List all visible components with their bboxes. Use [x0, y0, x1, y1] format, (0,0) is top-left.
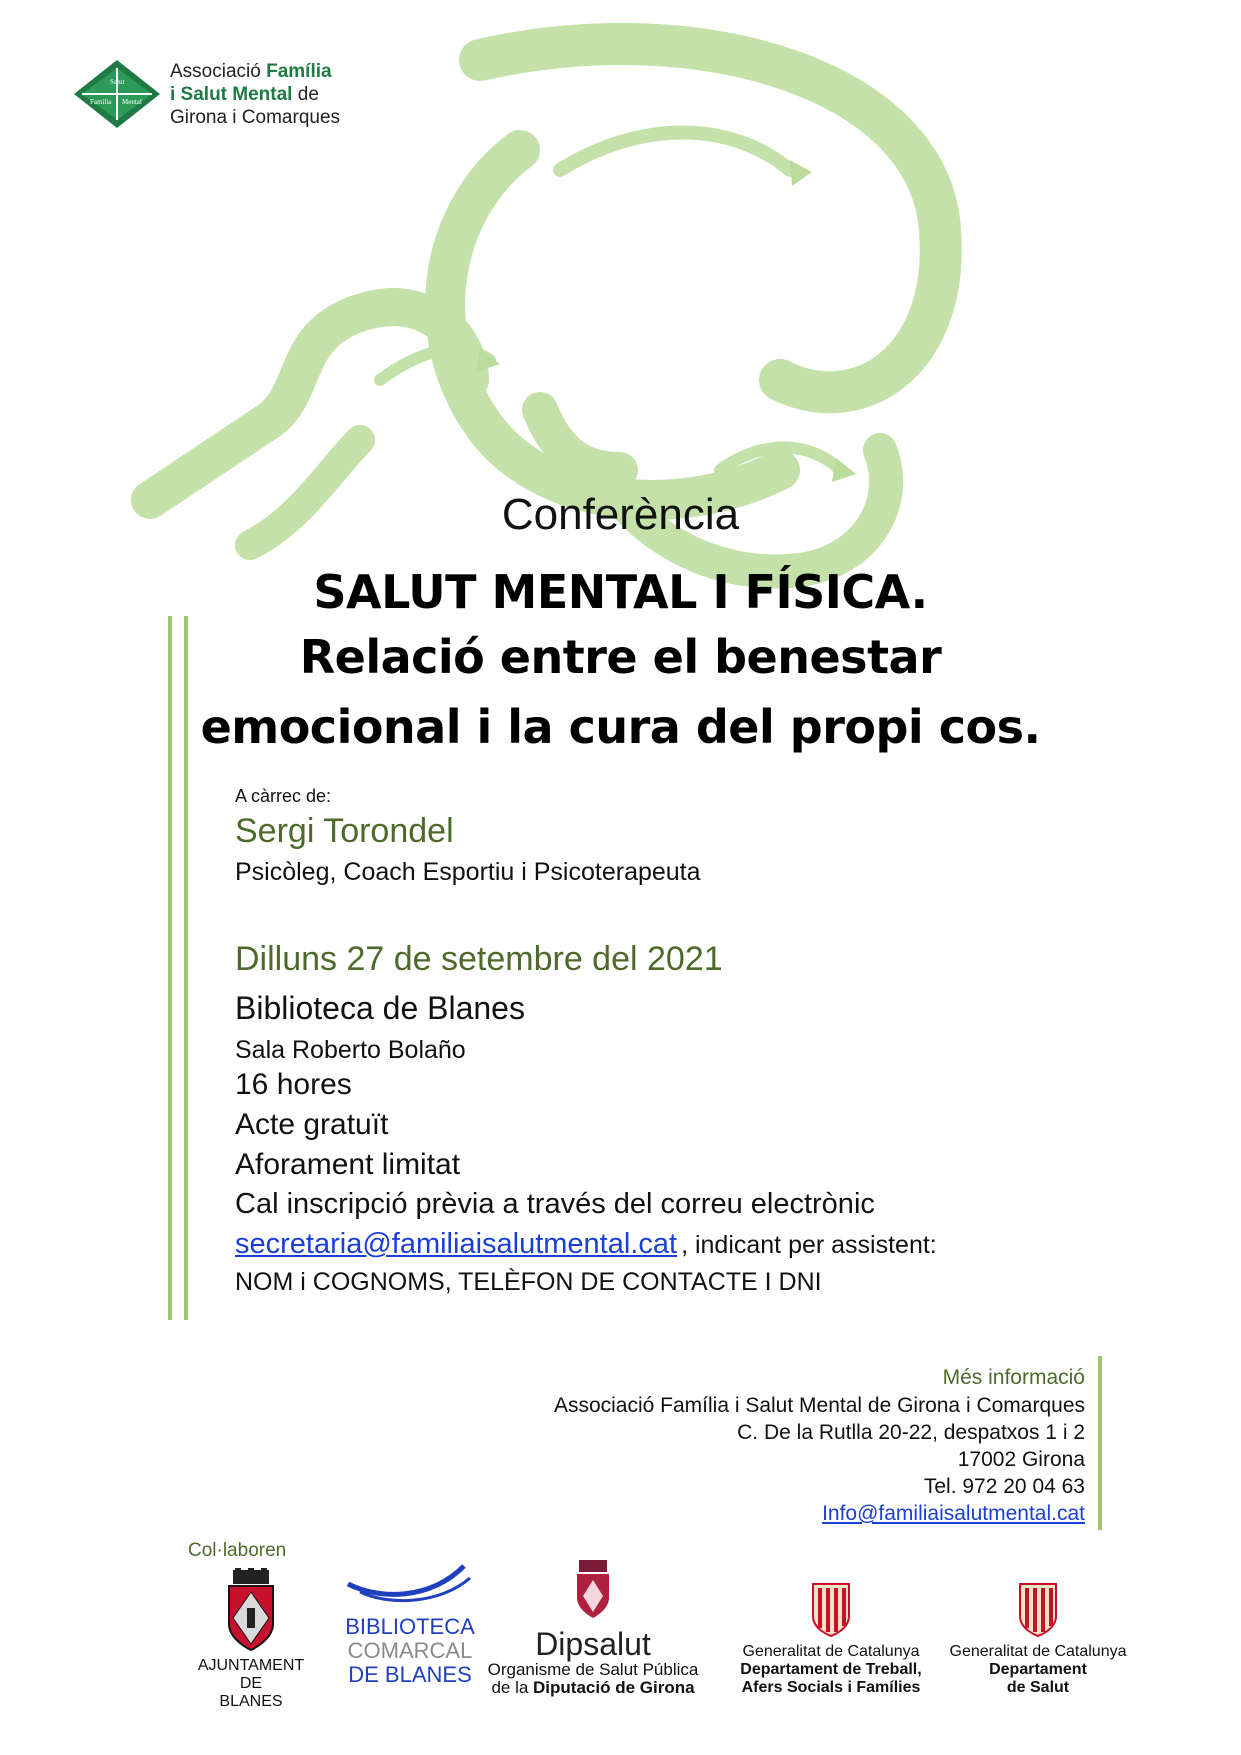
biblioteca-line-3: DE BLANES	[348, 1662, 472, 1687]
salut-line-3: de Salut	[1006, 1679, 1070, 1696]
org-name-part: i Salut Mental	[170, 84, 293, 105]
more-info-phone: Tel. 972 20 04 63	[923, 1475, 1085, 1498]
generalitat-shield-icon	[1018, 1582, 1058, 1638]
sponsor-departament-treball	[726, 1582, 936, 1697]
dipsalut-line-2	[478, 1679, 708, 1697]
sponsor-departament-salut	[938, 1582, 1138, 1697]
event-type-label: Conferència	[501, 490, 740, 539]
treball-line-3: Afers Socials i Famílies	[741, 1679, 921, 1696]
event-date: Dilluns 27 de setembre del 2021	[235, 940, 723, 978]
registration-fields: NOM i COGNOMS, TELÈFON DE CONTACTE I DNI	[235, 1268, 822, 1296]
event-title-line-1: SALUT MENTAL I FÍSICA.	[313, 565, 928, 619]
dipsalut-line-2-a: de la	[491, 1678, 534, 1697]
registration-note: , indicant per assistent:	[681, 1231, 937, 1259]
dipsalut-coat-of-arms-icon	[573, 1558, 613, 1622]
event-time: 16 hores	[235, 1068, 352, 1101]
dipsalut-line-2-b: Diputació de Girona	[533, 1678, 695, 1697]
org-name-part: Girona i Comarques	[170, 107, 341, 128]
registration-email-link[interactable]: secretaria@familiaisalutmental.cat	[235, 1228, 678, 1260]
association-name	[170, 60, 340, 129]
blanes-coat-of-arms-icon	[223, 1568, 279, 1652]
accent-bar-left-outer	[168, 616, 172, 1320]
ajuntament-caption-1: AJUNTAMENT DE	[197, 1657, 305, 1692]
sponsor-dipsalut	[478, 1558, 708, 1697]
association-logo-icon	[72, 58, 162, 130]
biblioteca-wave-icon	[340, 1560, 480, 1610]
logo-piece-label: Salut	[110, 78, 125, 86]
speaker-name: Sergi Torondel	[235, 812, 454, 850]
collaborators-heading: Col·laboren	[188, 1540, 287, 1561]
logo-piece-label: Mental	[122, 98, 142, 106]
more-info-email-link[interactable]: Info@familiaisalutmental.cat	[822, 1502, 1085, 1525]
salut-line-1: Generalitat de Catalunya	[949, 1643, 1127, 1660]
treball-line-1: Generalitat de Catalunya	[742, 1643, 920, 1660]
event-title-line-2: Relació entre el benestar	[299, 630, 942, 684]
registration-text: Cal inscripció prèvia a través del correu electrònic	[235, 1188, 875, 1220]
sponsor-ajuntament-blanes	[186, 1568, 316, 1711]
accent-bar-left-inner	[184, 616, 188, 1320]
biblioteca-line-1: BIBLIOTECA	[345, 1614, 475, 1639]
ajuntament-caption-2: BLANES	[219, 1693, 283, 1710]
org-name-part: Família	[266, 61, 332, 82]
event-price: Acte gratuït	[235, 1108, 389, 1141]
biblioteca-line-2: COMARCAL	[347, 1638, 473, 1663]
event-venue: Biblioteca de Blanes	[235, 990, 525, 1026]
generalitat-shield-icon	[811, 1582, 851, 1638]
dipsalut-name: Dipsalut	[535, 1626, 651, 1662]
treball-line-2: Departament de Treball,	[740, 1661, 922, 1678]
event-title-line-3: emocional i la cura del propi cos.	[200, 700, 1041, 754]
registration-line	[235, 1228, 937, 1261]
dipsalut-line-1: Organisme de Salut Pública	[487, 1660, 699, 1679]
speaker-intro: A càrrec de:	[235, 786, 332, 806]
event-capacity: Aforament limitat	[235, 1148, 461, 1181]
more-info-address: C. De la Rutlla 20-22, despatxos 1 i 2	[737, 1421, 1085, 1444]
speaker-role: Psicòleg, Coach Esportiu i Psicoterapeuta	[235, 858, 701, 886]
sponsor-biblioteca-blanes	[340, 1560, 480, 1687]
more-info-city: 17002 Girona	[957, 1448, 1085, 1471]
org-name-part: Associació	[170, 61, 267, 82]
more-info-org: Associació Família i Salut Mental de Girona i Comarques	[553, 1394, 1085, 1417]
logo-piece-label: Família	[90, 98, 112, 106]
more-info-heading: Més informació	[942, 1366, 1085, 1389]
salut-line-2: Departament	[989, 1661, 1087, 1678]
accent-bar-right	[1098, 1356, 1102, 1530]
org-name-part: de	[292, 84, 319, 105]
event-room: Sala Roberto Bolaño	[235, 1036, 466, 1064]
